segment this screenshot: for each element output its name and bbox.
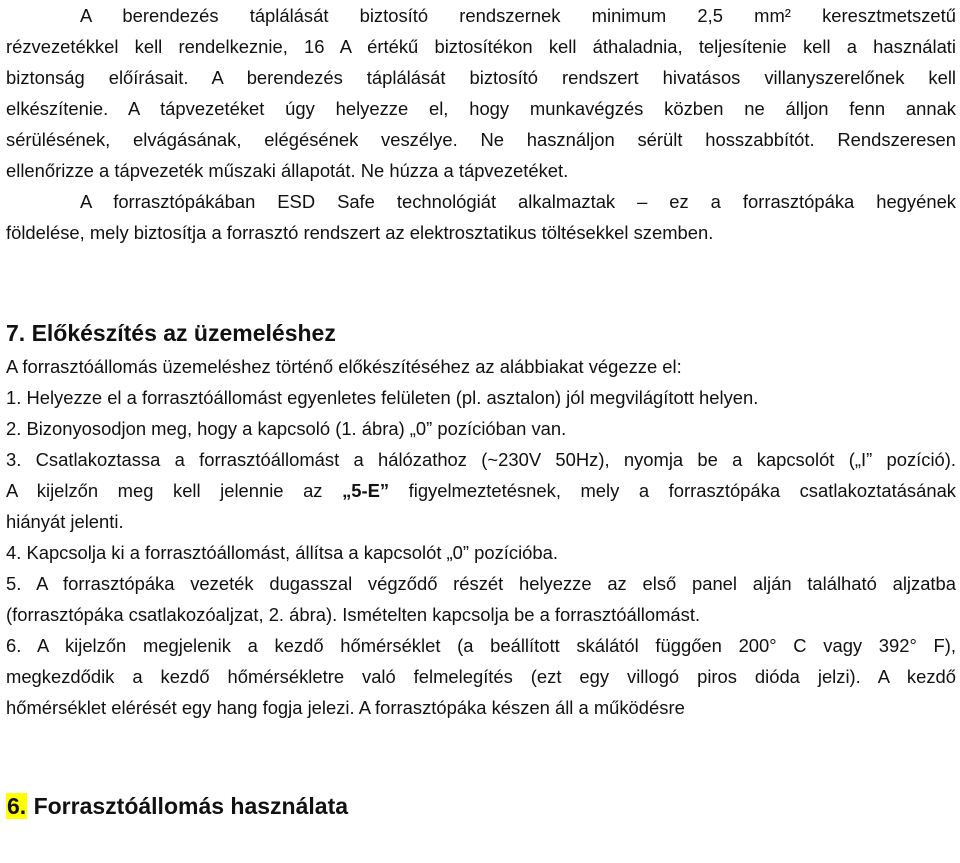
section-7-heading: 7. Előkészítés az üzemeléshez (6, 320, 336, 346)
spacer (6, 248, 956, 317)
paragraph-line: sérülésének, elvágásának, elégésének veszélye. Ne használjon sérült hosszabbítót. Rendszeresen (6, 129, 956, 150)
step-3-line-2 (6, 475, 956, 506)
paragraph-line: földelése, mely biztosítja a forrasztó rendszert az elektrosztatikus töltésekkel szemben. (6, 222, 714, 243)
power-supply-paragraph (6, 0, 956, 186)
paragraph-line: A berendezés táplálását biztosító rendszernek minimum 2,5 mm² keresztmetszetű (80, 5, 956, 26)
step-1: 1. Helyezze el a forrasztóállomást egyenletes felületen (pl. asztalon) jól megvilágított helyen. (6, 387, 759, 408)
paragraph-line: A forrasztópákában ESD Safe technológiát alkalmaztak – ez a forrasztópáka hegyének (80, 191, 956, 212)
step-3-text-after: figyelmeztetésnek, mely a forrasztópáka csatlakoztatásának (389, 480, 957, 501)
paragraph-line: elkészítenie. A tápvezetéket úgy helyezze el, hogy munkavégzés közben ne álljon fenn annak (6, 98, 956, 119)
paragraph-line: biztonság előírásait. A berendezés táplálását biztosító rendszert hivatásos villanyszerelőnek kell (6, 67, 956, 88)
step-3-line-3: hiányát jelenti. (6, 511, 124, 532)
section-6-heading (6, 789, 956, 823)
step-6-line-1: 6. A kijelzőn megjelenik a kezdő hőmérséklet (a beállított skálától függően 200° C vagy 392° F), (6, 635, 956, 656)
spacer (6, 723, 956, 789)
document-page (6, 0, 956, 823)
step-5-line-1: 5. A forrasztópáka vezeték dugasszal végződő részét helyezze az első panel alján található aljzatba (6, 573, 956, 594)
step-2: 2. Bizonyosodjon meg, hogy a kapcsoló (1. ábra) „0” pozícióban van. (6, 418, 567, 439)
step-3-text-before: A kijelzőn meg kell jelennie az (6, 480, 343, 501)
step-4: 4. Kapcsolja ki a forrasztóállomást, állítsa a kapcsolót „0” pozícióba. (6, 542, 558, 563)
paragraph-line: rézvezetékkel kell rendelkeznie, 16 A értékű biztosítékon kell áthaladnia, teljesítenie kell a használati (6, 36, 956, 57)
step-6-line-3: hőmérséklet elérését egy hang fogja jelezi. A forrasztópáka készen áll a működésre (6, 697, 685, 718)
step-3-line-1: 3. Csatlakoztassa a forrasztóállomást a hálózathoz (~230V 50Hz), nyomja be a kapcsolót („I” pozíció). (6, 449, 956, 470)
step-5-line-2: (forrasztópáka csatlakozóaljzat, 2. ábra). Ismételten kapcsolja be a forrasztóállomást. (6, 604, 701, 625)
section-intro: A forrasztóállomás üzemeléshez történő előkészítéséhez az alábbiakat végezze el: (6, 356, 682, 377)
section-7-body (6, 351, 956, 723)
esd-paragraph (6, 186, 956, 248)
error-code-5e: „5-E” (342, 480, 390, 501)
paragraph-line: ellenőrizze a tápvezeték műszaki állapotát. Ne húzza a tápvezetéket. (6, 160, 569, 181)
step-6-line-2: megkezdődik a kezdő hőmérsékletre való felmelegítés (ezt egy villogó piros dióda jelzi). A kezdő (6, 666, 956, 687)
section-6-number-highlight: 6. (7, 793, 27, 819)
section-6-title: Forrasztóállomás használata (27, 793, 349, 819)
